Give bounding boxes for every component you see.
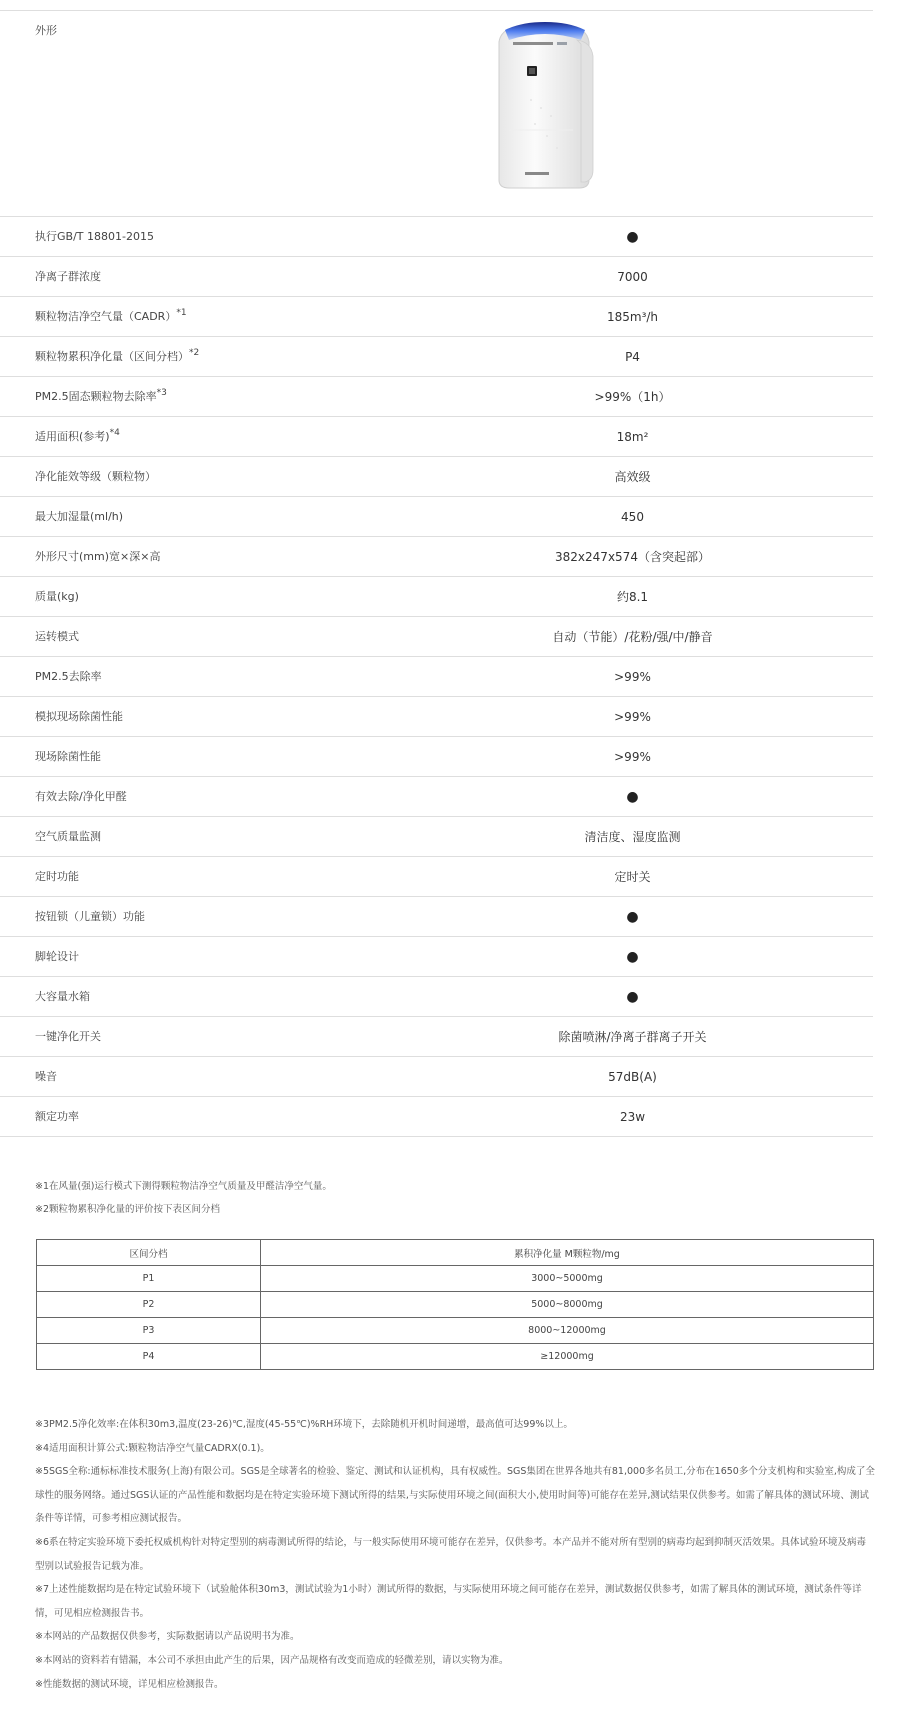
spec-label (35, 870, 395, 884)
spec-label (35, 790, 395, 804)
grade-cell-amount: 5000~8000mg (261, 1292, 874, 1318)
spec-label-text: 适用面积(参考) (35, 429, 110, 443)
grade-header-range: 区间分档 (37, 1240, 261, 1266)
spec-value: >99%（1h） (594, 390, 671, 404)
grade-cell-range: P2 (37, 1292, 261, 1318)
spec-label-text: 空气质量监测 (35, 829, 101, 843)
grade-cell-range: P3 (37, 1318, 261, 1344)
footnote-test-environment: ※性能数据的测试环境，详见相应检测报告。 (35, 1678, 224, 1690)
footnote-3: ※3PM2.5净化效率:在体积30m3,温度(23-26)℃,湿度(45-55℃)%RH环境下，去除随机开机时间递增，最高值可达99%以上。 (35, 1419, 573, 1430)
spec-row (0, 897, 873, 937)
grade-header-amount: 累积净化量 M颗粒物/mg (261, 1240, 874, 1266)
spec-value: 自动（节能）/花粉/强/中/静音 (552, 630, 713, 644)
footnotes-bottom (35, 1413, 875, 1696)
footnote-6: ※6系在特定实验环境下委托权威机构针对特定型别的病毒测试所得的结论，与一般实际使用环境可能存在差异，仅供参考。本产品并不能对所有型别的病毒均起到抑制灭活效果。具体试验环境及病毒型别以试验报告记载为准。 (35, 1536, 867, 1572)
spec-value: ● (626, 908, 639, 925)
footnote-5: ※5SGS全称:通标标准技术服务(上海)有限公司。SGS是全球著名的检验、鉴定、测试和认证机构，具有权威性。SGS集团在世界各地共有81,000多名员工,分布在1650多个分支机构和实验室,构成了全球性的服务网络。通过SGS认证的产品性能和数据均是在特定实验环境下测试所得的结果,与实际使用环境之间(面积大小,使用时间等)可能存在差异,测试结果仅供参考。如需了解具体的测试环境、测试条件等详情，可参考相应测试报告。 (35, 1466, 875, 1525)
table-row (37, 1318, 874, 1344)
spec-label (35, 1110, 395, 1124)
spec-label (35, 750, 395, 764)
spec-label (35, 470, 395, 484)
spec-row (0, 337, 873, 377)
spec-value: 23w (619, 1109, 646, 1124)
spec-row (0, 377, 873, 417)
spec-row (0, 857, 873, 897)
spec-label-text: 质量(kg) (35, 589, 79, 603)
spec-value: 57dB(A) (608, 1069, 657, 1084)
spec-label-text: 现场除菌性能 (35, 749, 101, 763)
spec-label (35, 590, 395, 604)
spec-label-appearance: 外形 (35, 24, 57, 37)
spec-label-text: 净离子群浓度 (35, 269, 101, 283)
spec-row (0, 1057, 873, 1097)
spec-value: 定时关 (614, 870, 651, 884)
spec-row (0, 657, 873, 697)
footnote-1: ※1在风量(强)运行模式下测得颗粒物洁净空气质量及甲醛洁净空气量。 (35, 1181, 332, 1192)
spec-value: 约8.1 (616, 590, 649, 604)
spec-label-text: 大容量水箱 (35, 989, 90, 1003)
spec-value: 除菌喷淋/净离子群离子开关 (558, 1030, 707, 1044)
spec-row (0, 577, 873, 617)
grade-cell-range: P4 (37, 1344, 261, 1370)
spec-label-text: 按钮锁（儿童锁）功能 (35, 909, 145, 923)
spec-value: 382x247x574（含突起部） (555, 550, 710, 564)
spec-footnote-ref: *2 (189, 347, 200, 358)
spec-label (35, 510, 395, 524)
footnote-7: ※7上述性能数据均是在特定试验环境下（试验舱体积30m3，测试试验为1小时）测试所得的数据，与实际使用环境之间可能存在差异，测试数据仅供参考，如需了解具体的测试环境，测试条件等详情，可见相应检测报告书。 (35, 1584, 862, 1619)
spec-value: P4 (625, 349, 640, 364)
spec-label (35, 1070, 395, 1084)
spec-label (35, 710, 395, 724)
spec-label-text: 脚轮设计 (35, 949, 79, 963)
spec-label (35, 910, 395, 924)
spec-label (35, 550, 395, 564)
air-purifier-image (491, 20, 599, 194)
spec-label (35, 230, 395, 244)
footnote-2: ※2颗粒物累积净化量的评价按下表区间分档 (35, 1204, 221, 1215)
spec-footnote-ref: *4 (109, 427, 120, 438)
footnotes-top (35, 1180, 332, 1226)
spec-row (0, 1097, 873, 1137)
spec-label (35, 1030, 395, 1044)
spec-label-text: 颗粒物累积净化量（区间分档） (35, 349, 189, 363)
spec-label (35, 830, 395, 844)
spec-footnote-ref: *1 (176, 307, 187, 318)
spec-label (35, 990, 395, 1004)
spec-label (35, 347, 395, 364)
spec-label (35, 387, 395, 404)
spec-row (0, 1017, 873, 1057)
spec-value: 185m³/h (606, 309, 659, 324)
spec-value: 18m² (616, 429, 649, 444)
spec-label-text: 噪音 (35, 1069, 57, 1083)
spec-label-text: 一键净化开关 (35, 1029, 101, 1043)
spec-table (0, 10, 873, 1137)
table-row (37, 1292, 874, 1318)
spec-row (0, 497, 873, 537)
spec-value: 高效级 (614, 470, 651, 484)
spec-row (0, 777, 873, 817)
grade-table (36, 1239, 874, 1370)
spec-label (35, 270, 395, 284)
spec-label-text: PM2.5固态颗粒物去除率 (35, 389, 157, 403)
spec-row (0, 697, 873, 737)
spec-label-text: 运转模式 (35, 629, 79, 643)
spec-value: ● (626, 788, 639, 805)
grade-cell-amount: 8000~12000mg (261, 1318, 874, 1344)
spec-row (0, 417, 873, 457)
spec-value: ● (626, 988, 639, 1005)
spec-label-text: 额定功率 (35, 1109, 79, 1123)
spec-label-text: 执行GB/T 18801-2015 (35, 229, 154, 243)
spec-row (0, 817, 873, 857)
spec-value: >99% (614, 669, 651, 684)
spec-label-text: PM2.5去除率 (35, 669, 102, 683)
spec-row (0, 977, 873, 1017)
footnote-4: ※4适用面积计算公式:颗粒物洁净空气量CADRX(0.1)。 (35, 1442, 270, 1454)
spec-footnote-ref: *3 (156, 387, 167, 398)
spec-row (0, 937, 873, 977)
spec-row (0, 457, 873, 497)
spec-label-text: 模拟现场除菌性能 (35, 709, 123, 723)
spec-label-text: 定时功能 (35, 869, 79, 883)
spec-value: >99% (614, 709, 651, 724)
spec-value: >99% (614, 749, 651, 764)
spec-label (35, 427, 395, 444)
grade-cell-range: P1 (37, 1266, 261, 1292)
spec-label-text: 最大加湿量(ml/h) (35, 509, 124, 523)
table-row (37, 1266, 874, 1292)
spec-label-text: 净化能效等级（颗粒物） (35, 469, 156, 483)
spec-label-text: 颗粒物洁净空气量（CADR） (35, 309, 177, 323)
spec-value: ● (626, 228, 639, 245)
spec-label (35, 630, 395, 644)
spec-row (0, 537, 873, 577)
spec-label (35, 670, 395, 684)
grade-cell-amount: 3000~5000mg (261, 1266, 874, 1292)
spec-row (0, 737, 873, 777)
spec-value: 清洁度、湿度监测 (584, 830, 681, 844)
spec-value: ● (626, 948, 639, 965)
spec-row (0, 617, 873, 657)
spec-row (0, 257, 873, 297)
spec-value: 7000 (617, 269, 648, 284)
grade-cell-amount: ≥12000mg (261, 1344, 874, 1370)
spec-label-text: 外形尺寸(mm)宽×深×高 (35, 549, 161, 563)
footnote-disclaimer-data: ※本网站的产品数据仅供参考，实际数据请以产品说明书为准。 (35, 1631, 300, 1643)
spec-value: 450 (621, 509, 644, 524)
spec-row-appearance (0, 11, 873, 217)
spec-label (35, 307, 395, 324)
grade-table-header (37, 1240, 874, 1266)
table-row (37, 1344, 874, 1370)
spec-row (0, 217, 873, 257)
spec-label-text: 有效去除/净化甲醛 (35, 789, 127, 803)
spec-label (35, 950, 395, 964)
spec-row (0, 297, 873, 337)
footnote-disclaimer-errors: ※本网站的资料若有错漏，本公司不承担由此产生的后果，因产品规格有改变而造成的轻微差别，请以实物为准。 (35, 1654, 509, 1666)
